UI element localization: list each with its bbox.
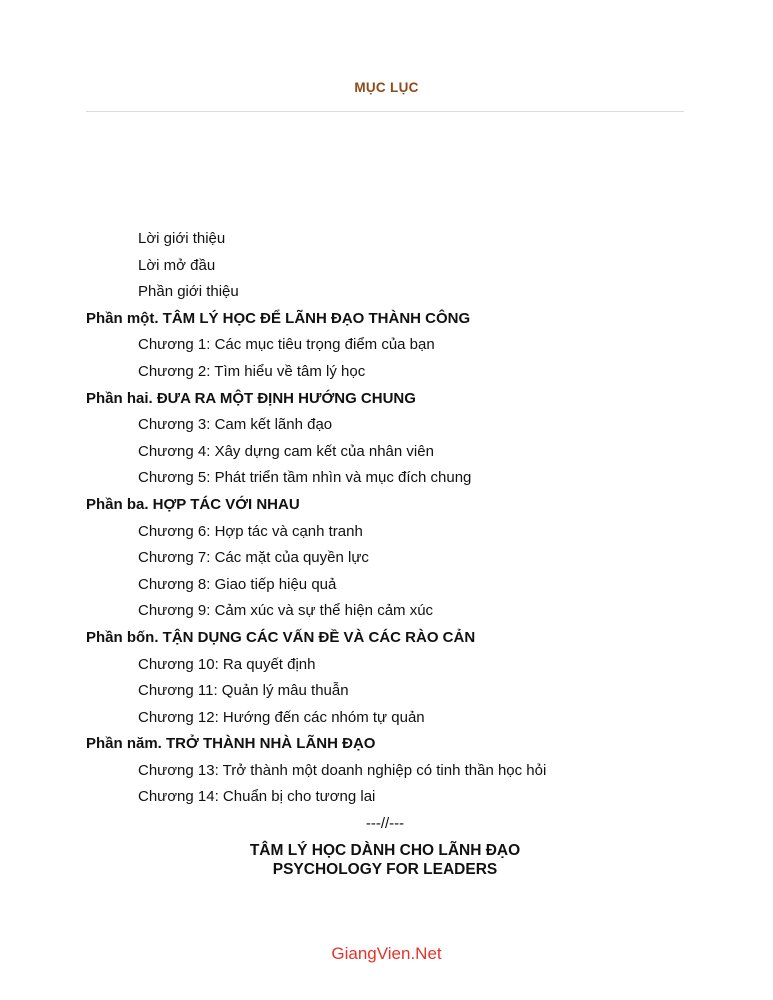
toc-entry-item: Chương 12: Hướng đến các nhóm tự quản [138, 708, 425, 726]
toc-entry-item: Lời mở đầu [138, 256, 216, 274]
toc-entry-item: Chương 8: Giao tiếp hiệu quả [138, 575, 337, 593]
toc-entry-item: Chương 1: Các mục tiêu trọng điểm của bạn [138, 336, 435, 354]
toc-entry-section: Phần hai. ĐƯA RA MỘT ĐỊNH HƯỚNG CHUNG [86, 389, 416, 407]
toc-entry-item: Chương 4: Xây dựng cam kết của nhân viên [138, 442, 434, 460]
toc-entry-item: Chương 9: Cảm xúc và sự thể hiện cảm xúc [138, 602, 434, 620]
book-title-block [86, 841, 684, 880]
toc-entry-item: Chương 13: Trở thành một doanh nghiệp có tinh thần học hỏi [138, 761, 547, 779]
toc-entry-section: Phần một. TÂM LÝ HỌC ĐỂ LÃNH ĐẠO THÀNH CÔNG [86, 309, 471, 327]
header-divider [86, 111, 684, 112]
page-title: MỤC LỤC [354, 80, 419, 95]
toc-entry-item: Chương 3: Cam kết lãnh đạo [138, 416, 333, 434]
table-of-contents [86, 226, 684, 811]
toc-entry-item: Chương 10: Ra quyết định [138, 655, 316, 673]
book-title-vietnamese: TÂM LÝ HỌC DÀNH CHO LÃNH ĐẠO [249, 841, 521, 859]
section-separator: ---//--- [365, 815, 405, 833]
footer-site-link[interactable]: GiangVien.Net [331, 944, 442, 963]
toc-entry-item: Phần giới thiệu [138, 283, 239, 301]
toc-entry-item: Chương 6: Hợp tác và cạnh tranh [138, 522, 363, 540]
toc-entry-item: Chương 5: Phát triển tầm nhìn và mục đích chung [138, 469, 472, 487]
toc-entry-item: Chương 7: Các mặt của quyền lực [138, 549, 369, 567]
book-title-english: PSYCHOLOGY FOR LEADERS [272, 861, 498, 879]
toc-entry-section: Phần bốn. TẬN DỤNG CÁC VẤN ĐỀ VÀ CÁC RÀO CẢN [86, 628, 476, 646]
toc-entry-section: Phần năm. TRỞ THÀNH NHÀ LÃNH ĐẠO [86, 735, 376, 753]
toc-entry-section: Phần ba. HỢP TÁC VỚI NHAU [86, 495, 300, 513]
toc-entry-item: Chương 14: Chuẩn bị cho tương lai [138, 788, 376, 806]
toc-entry-item: Lời giới thiệu [138, 230, 226, 247]
toc-entry-item: Chương 11: Quản lý mâu thuẫn [138, 682, 349, 700]
toc-entry-item: Chương 2: Tìm hiểu về tâm lý học [138, 362, 366, 380]
